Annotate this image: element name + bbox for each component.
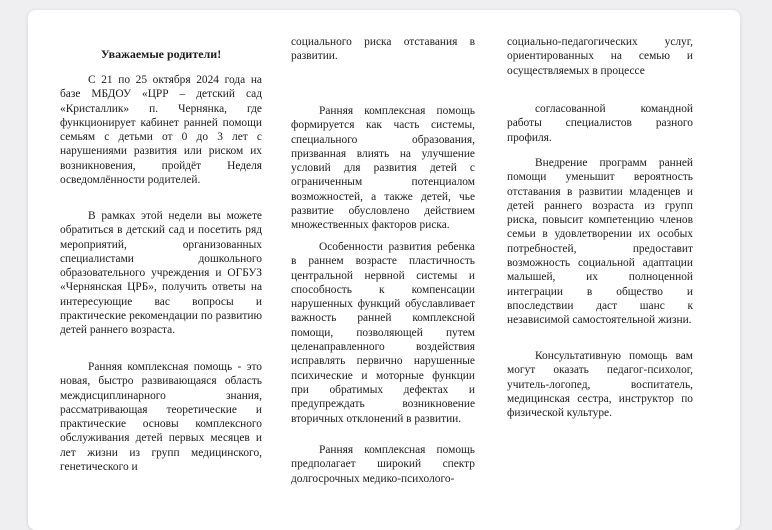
paragraph-intro: С 21 по 25 октября 2024 года на базе МБДОУ «ЦРР – детский сад «Кристаллик» п. Чернянка, где функционирует кабинет ранней помощи семьям с детьми от 0 до 3 лет с нарушениями развития или риском их возникновения, пройдёт Неделя осведомлённости родителей.: [60, 74, 262, 187]
paragraph-continuation: социального риска отставания в развитии.: [291, 36, 475, 63]
page-heading: Уважаемые родители!: [100, 47, 222, 61]
paragraph-features: Особенности развития ребенка в раннем возрасте пластичность центральной нервной системы и способность к компенсации нарушенных функций обуславливает важность ранней комплексной помощи, позволяющей путем целенаправленного воздействия исправлять первично нарушенные психические и моторные функции при обратимых дефектах и предупреждать возникновение вторичных отклонений в развитии.: [291, 241, 475, 425]
paragraph-continuation-2: социально-педагогических услуг, ориентированных на семью и осуществляемых в процессе: [507, 36, 693, 77]
paragraph-services: Ранняя комплексная помощь предполагает широкий спектр долгосрочных медико-психолого-: [291, 444, 475, 485]
paragraph-consultation: Консультативную помощь вам могут оказать педагог-психолог, учитель-логопед, воспитатель, медицинская сестра, инструктор по физической культуре.: [507, 350, 693, 420]
paragraph-formation: Ранняя комплексная помощь формируется как часть системы, специального образования, призванная влиять на улучшение условий для развития детей с ограниченным потенциалом возможностей, а также детей, чье развитие обусловлено действием множественных факторов риска.: [291, 105, 475, 232]
paragraph-definition: Ранняя комплексная помощь - это новая, быстро развивающаяся область междисциплинарного знания, рассматривающая теоретические и практические основы комплексного обслуживания детей первых месяцев и лет жизни из групп медицинского, генетического и: [60, 361, 262, 474]
paragraph-team: согласованной командной работы специалистов разного профиля.: [507, 103, 693, 144]
paragraph-events: В рамках этой недели вы можете обратиться в детский сад и посетить ряд мероприятий, организованных специалистами дошкольного образовательного учреждения и ОГБУЗ «Чернянская ЦРБ», получить ответы на интересующие вас вопросы и практические рекомендации по развитию детей раннего возраста.: [60, 210, 262, 337]
paragraph-programs: Внедрение программ ранней помощи уменьшит вероятность отставания в развитии младенцев и детей раннего возраста из групп риска, повысит компетенцию членов семьи в удовлетворении их особых потребностей, предоставит возможность социальной адаптации малышей, их полноценной интеграции в общество и впоследствии даст шанс к независимой самостоятельной жизни.: [507, 157, 693, 327]
